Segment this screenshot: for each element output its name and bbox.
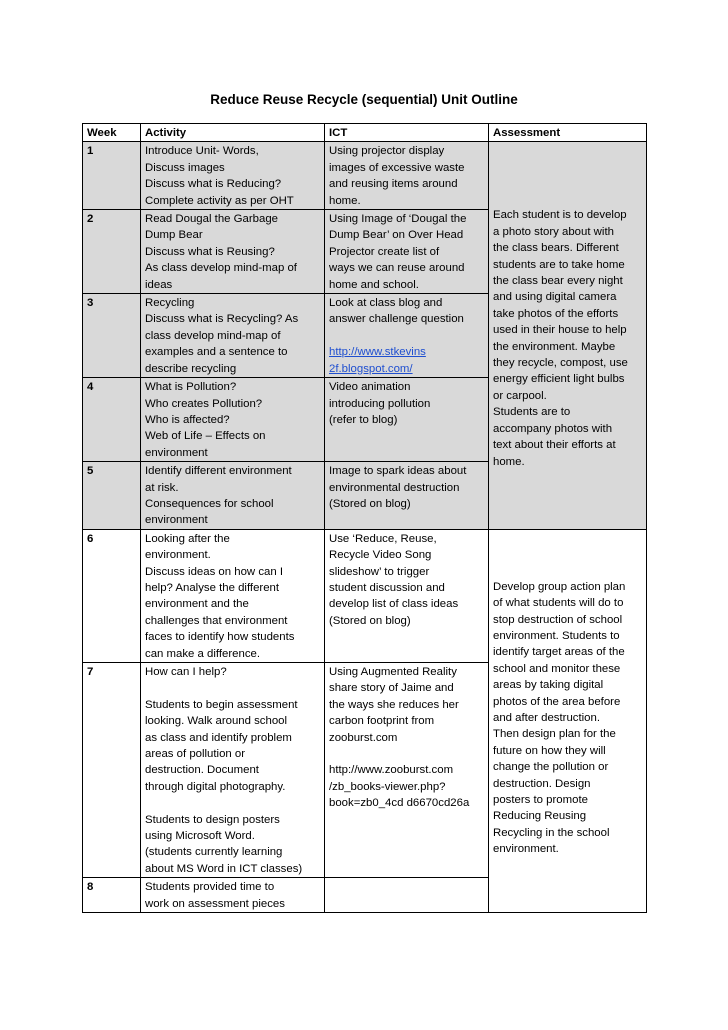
blank-line [145, 795, 320, 811]
cell-line: Students to design posters [145, 813, 280, 826]
cell-line: change the pollution or [493, 761, 609, 774]
cell-line: environment [145, 514, 208, 527]
cell-line: challenges that environment [145, 614, 288, 627]
cell-line: can make a difference. [145, 647, 261, 660]
header-activity: Activity [141, 124, 325, 142]
cell-line: (Stored on blog) [329, 497, 411, 510]
cell-line: Using Image of ‘Dougal the [329, 213, 467, 226]
cell-line: destruction. Document [145, 764, 259, 777]
cell-line: environment. Students to [493, 629, 620, 642]
cell-line: Students provided time to [145, 881, 275, 894]
cell-line: faces to identify how students [145, 631, 295, 644]
cell-line: Complete activity as per OHT [145, 194, 294, 207]
cell-line: answer challenge question [329, 313, 464, 326]
cell-line: zooburst.com [329, 731, 398, 744]
cell-line: identify target areas of the [493, 646, 625, 659]
header-week: Week [83, 124, 141, 142]
cell-line: slideshow’ to trigger [329, 565, 430, 578]
cell-line: Students to begin assessment [145, 698, 298, 711]
cell-line: environmental destruction [329, 481, 460, 494]
cell-line: What is Pollution? [145, 381, 237, 394]
cell-line: examples and a sentence to [145, 346, 288, 359]
cell-line: school and monitor these [493, 662, 621, 675]
cell-line: through digital photography. [145, 780, 286, 793]
cell-line: and after destruction. [493, 712, 601, 724]
cell-line: about MS Word in ICT classes) [145, 862, 303, 875]
cell-line: areas by taking digital [493, 679, 604, 692]
cell-line: the ways she reduces her [329, 698, 459, 711]
cell-line: images of excessive waste [329, 161, 465, 174]
week-number: 4 [83, 378, 141, 462]
cell-line: accompany photos with [493, 422, 613, 435]
week-number: 2 [83, 210, 141, 294]
cell-line: Looking after the [145, 532, 230, 545]
cell-line: of what students will do to [493, 597, 624, 610]
cell-line: Recycle Video Song [329, 549, 432, 562]
cell-line: develop list of class ideas [329, 598, 459, 611]
cell-line: Develop group action plan [493, 580, 626, 593]
cell-line: environment [145, 446, 208, 459]
cell-line: students are to take home [493, 258, 625, 271]
activity-cell [141, 663, 325, 878]
cell-line: Read Dougal the Garbage [145, 213, 278, 226]
cell-line: future on how they will [493, 744, 606, 757]
ict-cell [325, 142, 489, 210]
cell-line: environment and the [145, 598, 249, 611]
cell-line: student discussion and [329, 581, 445, 594]
cell-line: Who is affected? [145, 413, 230, 426]
table-row [83, 142, 647, 210]
table-row [83, 529, 647, 662]
cell-line: Use ‘Reduce, Reuse, [329, 532, 437, 545]
activity-cell [141, 294, 325, 378]
cell-line: As class develop mind-map of [145, 262, 297, 275]
cell-line: using Microsoft Word. [145, 830, 255, 843]
ict-cell [325, 529, 489, 662]
assessment-action-plan [489, 529, 647, 912]
cell-line: Look at class blog and [329, 297, 443, 310]
cell-line: Consequences for school [145, 497, 274, 510]
cell-line: home. [329, 194, 361, 207]
blank-line [329, 328, 484, 344]
cell-line: or carpool. [493, 389, 547, 402]
cell-line: Recycling in the school [493, 826, 610, 839]
cell-line: environment. [493, 843, 559, 856]
cell-line: Reducing Reusing [493, 810, 587, 823]
page-title: Reduce Reuse Recycle (sequential) Unit Outline [210, 92, 518, 107]
cell-line: environment. [145, 549, 211, 562]
link-text[interactable]: 2f.blogspot.com/ [329, 362, 413, 375]
cell-line: Recycling [145, 297, 195, 310]
cell-line: (students currently learning [145, 846, 283, 859]
cell-line: book=zb0_4cd d6670cd26a [329, 797, 470, 810]
cell-line: Video animation [329, 381, 411, 394]
cell-line: class develop mind-map of [145, 329, 281, 342]
activity-cell [141, 878, 325, 913]
cell-line: (refer to blog) [329, 413, 398, 426]
week-number: 8 [83, 878, 141, 913]
cell-line: Using projector display [329, 145, 445, 158]
cell-line: ways we can reuse around [329, 262, 465, 275]
cell-line: How can I help? [145, 666, 227, 678]
cell-line: used in their house to help [493, 324, 627, 337]
cell-line: Each student is to develop [493, 209, 627, 222]
cell-line: text about their efforts at [493, 439, 616, 452]
cell-line: take photos of the efforts [493, 307, 619, 320]
cell-line: Then design plan for the [493, 728, 616, 741]
cell-line: Projector create list of [329, 245, 440, 258]
table-header-row [83, 124, 647, 142]
header-assessment: Assessment [489, 124, 647, 142]
activity-cell [141, 529, 325, 662]
cell-line: Who creates Pollution? [145, 397, 263, 410]
cell-line: Dump Bear’ on Over Head [329, 229, 464, 242]
unit-outline-table [82, 123, 647, 913]
cell-line: Discuss what is Reusing? [145, 245, 275, 258]
ict-cell [325, 210, 489, 294]
cell-line: the environment. Maybe [493, 340, 616, 353]
header-ict: ICT [325, 124, 489, 142]
activity-cell [141, 462, 325, 530]
week-number: 6 [83, 529, 141, 662]
cell-line: energy efficient light bulbs [493, 373, 625, 386]
ict-cell [325, 878, 489, 913]
cell-line: Discuss what is Reducing? [145, 178, 282, 191]
cell-line: the class bears. Different [493, 242, 619, 255]
cell-line: Identify different environment [145, 465, 292, 478]
cell-line: home and school. [329, 278, 419, 291]
cell-line: the class bear every night [493, 275, 623, 288]
cell-line: looking. Walk around school [145, 715, 288, 728]
cell-line: home. [493, 455, 525, 468]
cell-line: Using Augmented Reality [329, 666, 457, 678]
cell-line: Image to spark ideas about [329, 465, 467, 478]
cell-line: and using digital camera [493, 291, 617, 304]
activity-cell [141, 142, 325, 210]
cell-line: areas of pollution or [145, 748, 246, 761]
ict-cell [325, 294, 489, 378]
activity-cell [141, 210, 325, 294]
cell-line: http://www.zooburst.com [329, 764, 454, 777]
assessment-photo-story [489, 142, 647, 529]
cell-line: Introduce Unit- Words, [145, 145, 259, 158]
ict-cell [325, 462, 489, 530]
cell-line: carbon footprint from [329, 715, 435, 728]
cell-line: help? Analyse the different [145, 581, 280, 594]
activity-cell [141, 378, 325, 462]
cell-line: a photo story about with [493, 225, 614, 238]
cell-line: /zb_books-viewer.php? [329, 780, 446, 793]
cell-line: share story of Jaime and [329, 682, 454, 695]
week-number: 3 [83, 294, 141, 378]
cell-line: as class and identify problem [145, 731, 292, 744]
cell-line: stop destruction of school [493, 613, 623, 626]
cell-line: Students are to [493, 406, 571, 419]
cell-line: destruction. Design [493, 777, 591, 790]
cell-line: posters to promote [493, 794, 588, 807]
cell-line: at risk. [145, 481, 179, 494]
cell-line: Dump Bear [145, 229, 203, 242]
cell-line: Web of Life – Effects on [145, 430, 266, 443]
blank-line [329, 746, 484, 762]
link-text[interactable]: http://www.stkevins [329, 346, 426, 359]
cell-line: they recycle, compost, use [493, 357, 628, 370]
cell-line: describe recycling [145, 362, 237, 375]
cell-line: work on assessment pieces [145, 897, 285, 910]
cell-line: photos of the area before [493, 695, 621, 708]
cell-line: (Stored on blog) [329, 614, 411, 627]
ict-cell [325, 378, 489, 462]
ict-cell [325, 663, 489, 878]
cell-line: Discuss ideas on how can I [145, 565, 284, 578]
cell-line: Discuss images [145, 161, 225, 174]
table-body [83, 142, 647, 913]
week-number: 5 [83, 462, 141, 530]
week-number: 1 [83, 142, 141, 210]
cell-line: introducing pollution [329, 397, 431, 410]
week-number: 7 [83, 663, 141, 878]
blank-line [145, 680, 320, 696]
cell-line: and reusing items around [329, 178, 458, 191]
cell-line: ideas [145, 278, 173, 291]
cell-line: Discuss what is Recycling? As [145, 313, 299, 326]
